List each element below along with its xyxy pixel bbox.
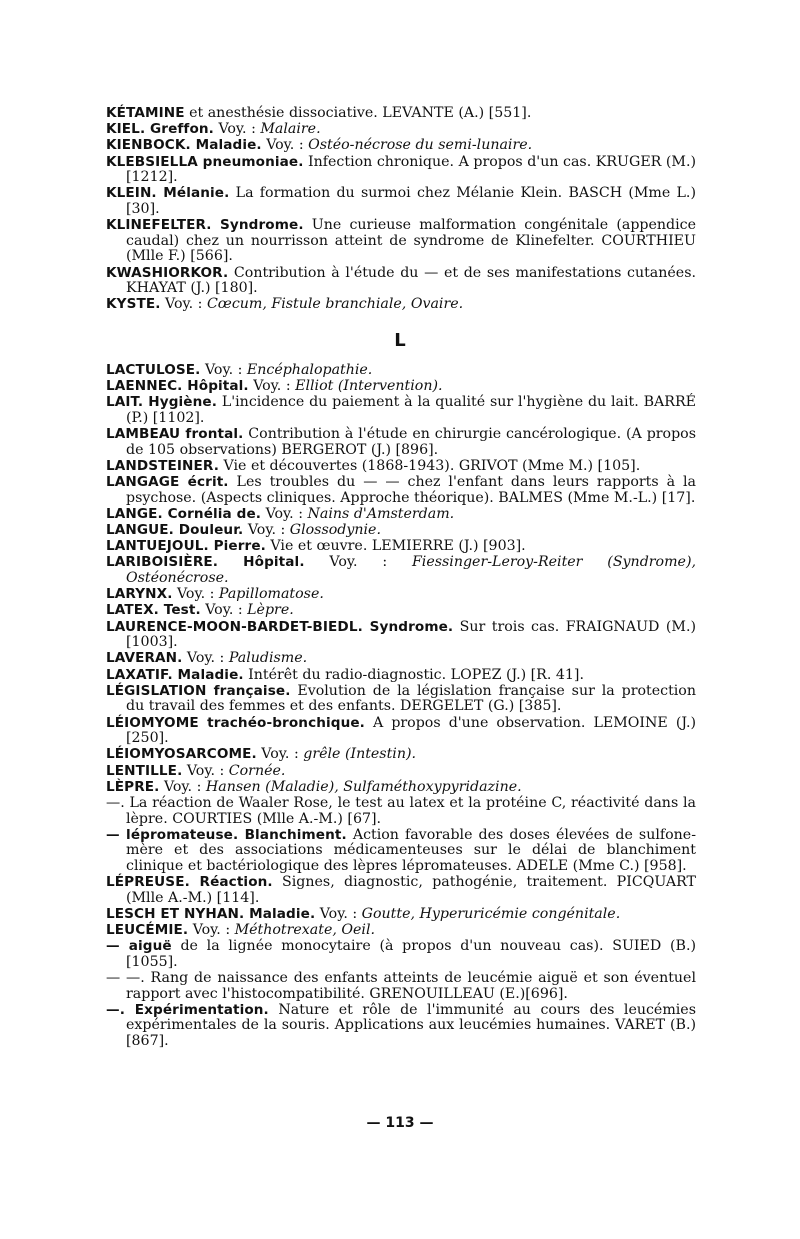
entry-crossref: Malaire. xyxy=(260,121,321,138)
entry-text: Vie et œuvre. LEMIERRE (J.) [903]. xyxy=(265,538,526,555)
entry-text: Vie et découvertes (1868-1943). GRIVOT (Mme M.) [105]. xyxy=(219,457,641,474)
entry-text: Voy. : xyxy=(261,137,309,154)
index-entry xyxy=(106,186,696,217)
entry-text: —. La réaction de Waaler Rose, le test au latex et la protéine C, réactivité dans la lèpre. COURTIES (Mlle A.-M.) [67]. xyxy=(106,794,696,827)
entry-text: Voy. : xyxy=(248,378,296,395)
index-entry xyxy=(106,266,696,297)
index-entry xyxy=(106,875,696,906)
entry-text: Voy. : xyxy=(261,505,308,522)
index-section-k xyxy=(106,106,696,313)
entry-headword: LÉIOMYOSARCOME. xyxy=(106,746,257,763)
entry-text: Evolution de la législation française sur la protection du travail des femmes et des enfants. DERGELET (G.) [385]. xyxy=(126,682,696,715)
index-entry xyxy=(106,939,696,970)
entry-headword: LAVERAN. xyxy=(106,650,183,667)
entry-headword: LANGUE. Douleur. xyxy=(106,522,244,539)
entry-crossref: grêle (Intestin). xyxy=(303,746,417,763)
entry-headword: —. Expérimentation. xyxy=(106,1001,269,1018)
entry-headword: LAENNEC. Hôpital. xyxy=(106,378,249,395)
entry-text: Nature et rôle de l'immunité au cours des leucémies expérimentales de la souris. Applications aux leucémies humaines. VARET (B.) [867]. xyxy=(126,1001,696,1049)
entry-headword: LAURENCE-MOON-BARDET-BIEDL. Syndrome. xyxy=(106,618,454,635)
entry-crossref: Ostéo-nécrose du semi-lunaire. xyxy=(308,137,533,154)
entry-text: Intérêt du radio-diagnostic. LOPEZ (J.) [R. 41]. xyxy=(243,666,584,683)
index-section-l xyxy=(106,363,696,1050)
page-number: — 113 — xyxy=(366,1115,434,1131)
entry-headword: LANDSTEINER. xyxy=(106,457,219,474)
entry-headword: LÉGISLATION française. xyxy=(106,682,291,699)
entry-headword: LANGE. Cornélia de. xyxy=(106,505,262,522)
entry-headword: — aiguë xyxy=(106,938,172,955)
entry-text: de la lignée monocytaire (à propos d'un nouveau cas). SUIED (B.) [1055]. xyxy=(126,938,696,970)
entry-crossref: Hansen (Maladie), Sulfaméthoxypyridazine. xyxy=(205,778,522,795)
entry-text: Sur trois cas. FRAIGNAUD (M.) [1003]. xyxy=(126,618,696,651)
entry-headword: LANTUEJOUL. Pierre. xyxy=(106,538,266,555)
index-entry xyxy=(106,780,696,796)
index-entry xyxy=(106,507,696,523)
entry-text: Signes, diagnostic, pathogénie, traitement. PICQUART (Mlle A.-M.) [114]. xyxy=(126,874,696,906)
index-entry xyxy=(106,523,696,539)
entry-text: Voy. : xyxy=(200,362,247,378)
entry-crossref: Glossodynie. xyxy=(289,522,381,539)
entry-headword: KWASHIORKOR. xyxy=(106,264,229,281)
index-entry xyxy=(106,395,696,426)
index-entry xyxy=(106,587,696,603)
entry-text: Voy. : xyxy=(200,602,248,619)
index-entry xyxy=(106,459,696,475)
index-entry xyxy=(106,155,696,186)
entry-headword: KIENBOCK. Maladie. xyxy=(106,137,262,154)
entry-headword: LÉPREUSE. Réaction. xyxy=(106,874,273,891)
index-entry xyxy=(106,747,696,763)
letter-heading: L xyxy=(394,330,406,351)
entry-text: Voy. : xyxy=(159,778,206,795)
entry-headword: — lépromateuse. Blanchiment. xyxy=(106,826,347,843)
index-entry xyxy=(106,1003,696,1050)
entry-text: Voy. : xyxy=(188,922,235,939)
entry-crossref: Fiessinger-Leroy-Reiter (Syndrome), Ostéonécrose. xyxy=(126,554,696,587)
index-entry xyxy=(106,971,696,1002)
entry-text: Action favorable des doses élevées de sulfone-mère et des associations médicamenteuses sur le délai de blanchiment clinique et bactériologique des lèpres lépromateuses. ADELE (Mme C.) [958]. xyxy=(126,826,696,874)
index-entry xyxy=(106,603,696,619)
entry-text: Voy. : xyxy=(172,586,219,603)
index-entry xyxy=(106,620,696,651)
entry-headword: KLINEFELTER. Syndrome. xyxy=(106,217,304,234)
entry-text: A propos d'une observation. LEMOINE (J.) [250]. xyxy=(126,714,696,747)
entry-crossref: Cornée. xyxy=(228,762,286,779)
entry-text: Voy. : xyxy=(213,121,261,138)
entry-text: Infection chronique. A propos d'un cas. KRUGER (M.) [1212]. xyxy=(126,153,696,186)
index-entry xyxy=(106,668,696,684)
entry-text: Voy. : xyxy=(182,762,229,779)
entry-crossref: Goutte, Hyperuricémie congénitale. xyxy=(361,905,621,922)
entry-headword: LEUCÉMIE. xyxy=(106,922,189,939)
entry-crossref: Cœcum, Fistule branchiale, Ovaire. xyxy=(206,296,464,313)
entry-headword: KLEBSIELLA pneumoniae. xyxy=(106,153,304,170)
entry-crossref: Encéphalopathie. xyxy=(246,362,373,378)
index-entry xyxy=(106,764,696,780)
entry-text: et anesthésie dissociative. LEVANTE (A.) [551]. xyxy=(184,105,532,121)
index-entry xyxy=(106,796,696,827)
index-entry xyxy=(106,684,696,715)
index-entry xyxy=(106,106,696,122)
entry-crossref: Nains d'Amsterdam. xyxy=(307,505,455,522)
index-entry xyxy=(106,427,696,458)
index-entry xyxy=(106,379,696,395)
entry-text: Voy. : xyxy=(304,554,412,571)
entry-crossref: Méthotrexate, Oeil. xyxy=(234,922,375,939)
entry-headword: LÈPRE. xyxy=(106,778,160,795)
entry-text: Contribution à l'étude du — et de ses manifestations cutanées. KHAYAT (J.) [180]. xyxy=(126,264,696,297)
entry-headword: LARIBOISIÈRE. Hôpital. xyxy=(106,554,305,571)
entry-headword: LAXATIF. Maladie. xyxy=(106,666,244,683)
entry-headword: LAIT. Hygiène. xyxy=(106,394,217,411)
index-entry xyxy=(106,555,696,586)
index-entry xyxy=(106,539,696,555)
entry-text: Voy. : xyxy=(256,746,304,763)
entry-headword: LANGAGE écrit. xyxy=(106,474,229,491)
index-entry xyxy=(106,923,696,939)
entry-text: Contribution à l'étude en chirurgie cancérologique. (A propos de 105 observations) BERGEROT (J.) [896]. xyxy=(126,426,696,458)
entry-text: Une curieuse malformation congénitale (appendice caudal) chez un nourrisson atteint de syndrome de Klinefelter. COURTHIEU (Mlle F.) [566]. xyxy=(126,217,696,265)
entry-headword: LENTILLE. xyxy=(106,762,183,779)
entry-text: Voy. : xyxy=(182,650,229,667)
entry-text: L'incidence du paiement à la qualité sur l'hygiène du lait. BARRÉ (P.) [1102]. xyxy=(126,394,696,426)
entry-text: La formation du surmoi chez Mélanie Klein. BASCH (Mme L.) [30]. xyxy=(126,185,696,217)
entry-headword: LARYNX. xyxy=(106,586,173,603)
entry-headword: LATEX. Test. xyxy=(106,602,201,619)
index-entry xyxy=(106,716,696,747)
entry-crossref: Papillomatose. xyxy=(218,586,324,603)
entry-text: Voy. : xyxy=(160,296,207,313)
index-entry xyxy=(106,651,696,667)
index-entry xyxy=(106,907,696,923)
entry-headword: KÉTAMINE xyxy=(106,105,185,121)
entry-text: Voy. : xyxy=(315,905,362,922)
entry-headword: LÉIOMYOME trachéo-bronchique. xyxy=(106,714,365,731)
index-entry xyxy=(106,363,696,379)
entry-headword: LESCH ET NYHAN. Maladie. xyxy=(106,905,316,922)
index-entry xyxy=(106,297,696,313)
index-entry xyxy=(106,828,696,875)
entry-text: Les troubles du — — chez l'enfant dans leurs rapports à la psychose. (Aspects cliniques. Approche théorique). BALMES (Mme M.-L.) [17]. xyxy=(126,474,697,506)
index-entry xyxy=(106,475,696,506)
entry-headword: LACTULOSE. xyxy=(106,362,201,378)
entry-crossref: Lèpre. xyxy=(247,602,294,619)
entry-crossref: Paludisme. xyxy=(228,650,308,667)
entry-text: Voy. : xyxy=(243,522,290,539)
entry-headword: KIEL. Greffon. xyxy=(106,121,214,138)
index-entry xyxy=(106,138,696,154)
index-entry xyxy=(106,218,696,265)
entry-text: — —. Rang de naissance des enfants atteints de leucémie aiguë et son éventuel rapport avec l'histocompatibilité. GRENOUILLEAU (E.)[696]. xyxy=(106,970,696,1002)
entry-headword: LAMBEAU frontal. xyxy=(106,426,244,443)
entry-crossref: Elliot (Intervention). xyxy=(295,378,443,395)
entry-headword: KYSTE. xyxy=(106,296,161,313)
entry-headword: KLEIN. Mélanie. xyxy=(106,185,230,202)
index-entry xyxy=(106,122,696,138)
